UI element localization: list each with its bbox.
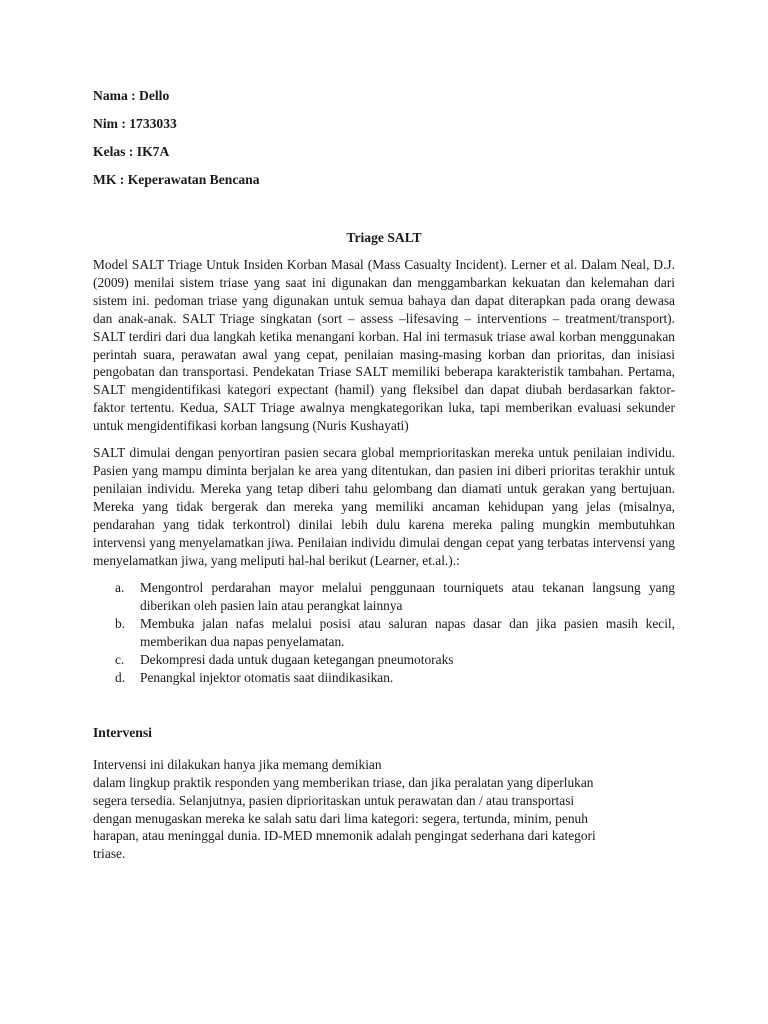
paragraph-intro: Model SALT Triage Untuk Insiden Korban Masal (Mass Casualty Incident). Lerner et al. Dalam Neal, D.J. (2009) menilai sistem triase yang saat ini digunakan dan menggambarkan kekuatan dan kelemahan dari sistem ini. pedoman triase yang digunakan untuk semua bahaya dan dapat diterapkan pada orang dewasa dan anak-anak. SALT Triage singkatan (sort – assess –lifesaving – interventions – treatment/transport). SALT terdiri dari dua langkah ketika menangani korban. Hal ini termasuk triase awal korban menggunakan perintah suara, perawatan awal yang cepat, penilaian masing-masing korban dan prioritas, dan inisiasi pengobatan dan transportasi. Pendekatan Triase SALT memiliki beberapa karakteristik tambahan. Pertama, SALT mengidentifikasi kategori expectant (hamil) yang fleksibel dan dapat diubah berdasarkan faktor-faktor tertentu. Kedua, SALT Triage awalnya mengkategorikan luka, tapi memberikan evaluasi sekunder untuk mengidentifikasi korban langsung (Nuris Kushayati)	[93, 257, 675, 434]
list-marker: d.	[115, 669, 126, 685]
course-name: MK : Keperawatan Bencana	[93, 172, 260, 187]
paragraph-salt-process: SALT dimulai dengan penyortiran pasien secara global memprioritaskan mereka untuk penilaian individu. Pasien yang mampu diminta berjalan ke area yang ditentukan, dan pasien ini diberi prioritas terakhir untuk penilaian individu. Mereka yang tetap diberi tahu gelombang dan diamati untuk gerakan yang bertujuan. Mereka yang tidak bergerak dan mereka yang memiliki ancaman kehidupan yang jelas (misalnya, pendarahan yang tidak terkontrol) dinilai lebih dulu karena mereka paling mungkin membutuhkan intervensi yang menyelamatkan jiwa. Penilaian individu dimulai dengan cepat yang terbatas intervensi yang menyelamatkan jiwa, yang meliputi hal-hal berikut (Learner, et.al.).:	[93, 445, 675, 568]
student-class: Kelas : IK7A	[93, 144, 170, 159]
paragraph-intervensi	[93, 756, 675, 863]
list-item-text: Membuka jalan nafas melalui posisi atau saluran napas dasar dan jika pasien masih kecil, memberikan dua napas penyelamatan.	[140, 616, 675, 650]
document-page	[93, 82, 675, 863]
student-nim: Nim : 1733033	[93, 116, 177, 131]
text-line: triase.	[93, 846, 126, 862]
list-item	[93, 651, 675, 669]
list-marker: a.	[115, 580, 125, 596]
list-marker: b.	[115, 616, 126, 632]
list-item	[93, 579, 675, 615]
list-item	[93, 669, 675, 687]
document-title: Triage SALT	[346, 230, 422, 245]
text-line: dengan menugaskan mereka ke salah satu dari lima kategori: segera, tertunda, minim, penuh	[93, 810, 588, 826]
list-item-text: Mengontrol perdarahan mayor melalui penggunaan tourniquets atau tekanan langsung yang diberikan oleh pasien lain atau perangkat lainnya	[140, 580, 675, 614]
text-line: dalam lingkup praktik responden yang memberikan triase, dan jika peralatan yang diperlukan	[93, 774, 594, 790]
student-name: Nama : Dello	[93, 88, 170, 103]
list-marker: c.	[115, 652, 125, 668]
intervention-list	[93, 579, 675, 686]
list-item-text: Dekompresi dada untuk dugaan ketegangan pneumotoraks	[140, 652, 454, 668]
text-line: segera tersedia. Selanjutnya, pasien diprioritaskan untuk perawatan dan / atau transportasi	[93, 792, 575, 808]
list-item	[93, 615, 675, 651]
section-heading-intervensi: Intervensi	[93, 724, 152, 740]
text-line: Intervensi ini dilakukan hanya jika memang demikian	[93, 756, 382, 772]
list-item-text: Penangkal injektor otomatis saat diindikasikan.	[140, 669, 394, 685]
text-line: harapan, atau meninggal dunia. ID-MED mnemonik adalah pengingat sederhana dari kategori	[93, 828, 596, 844]
